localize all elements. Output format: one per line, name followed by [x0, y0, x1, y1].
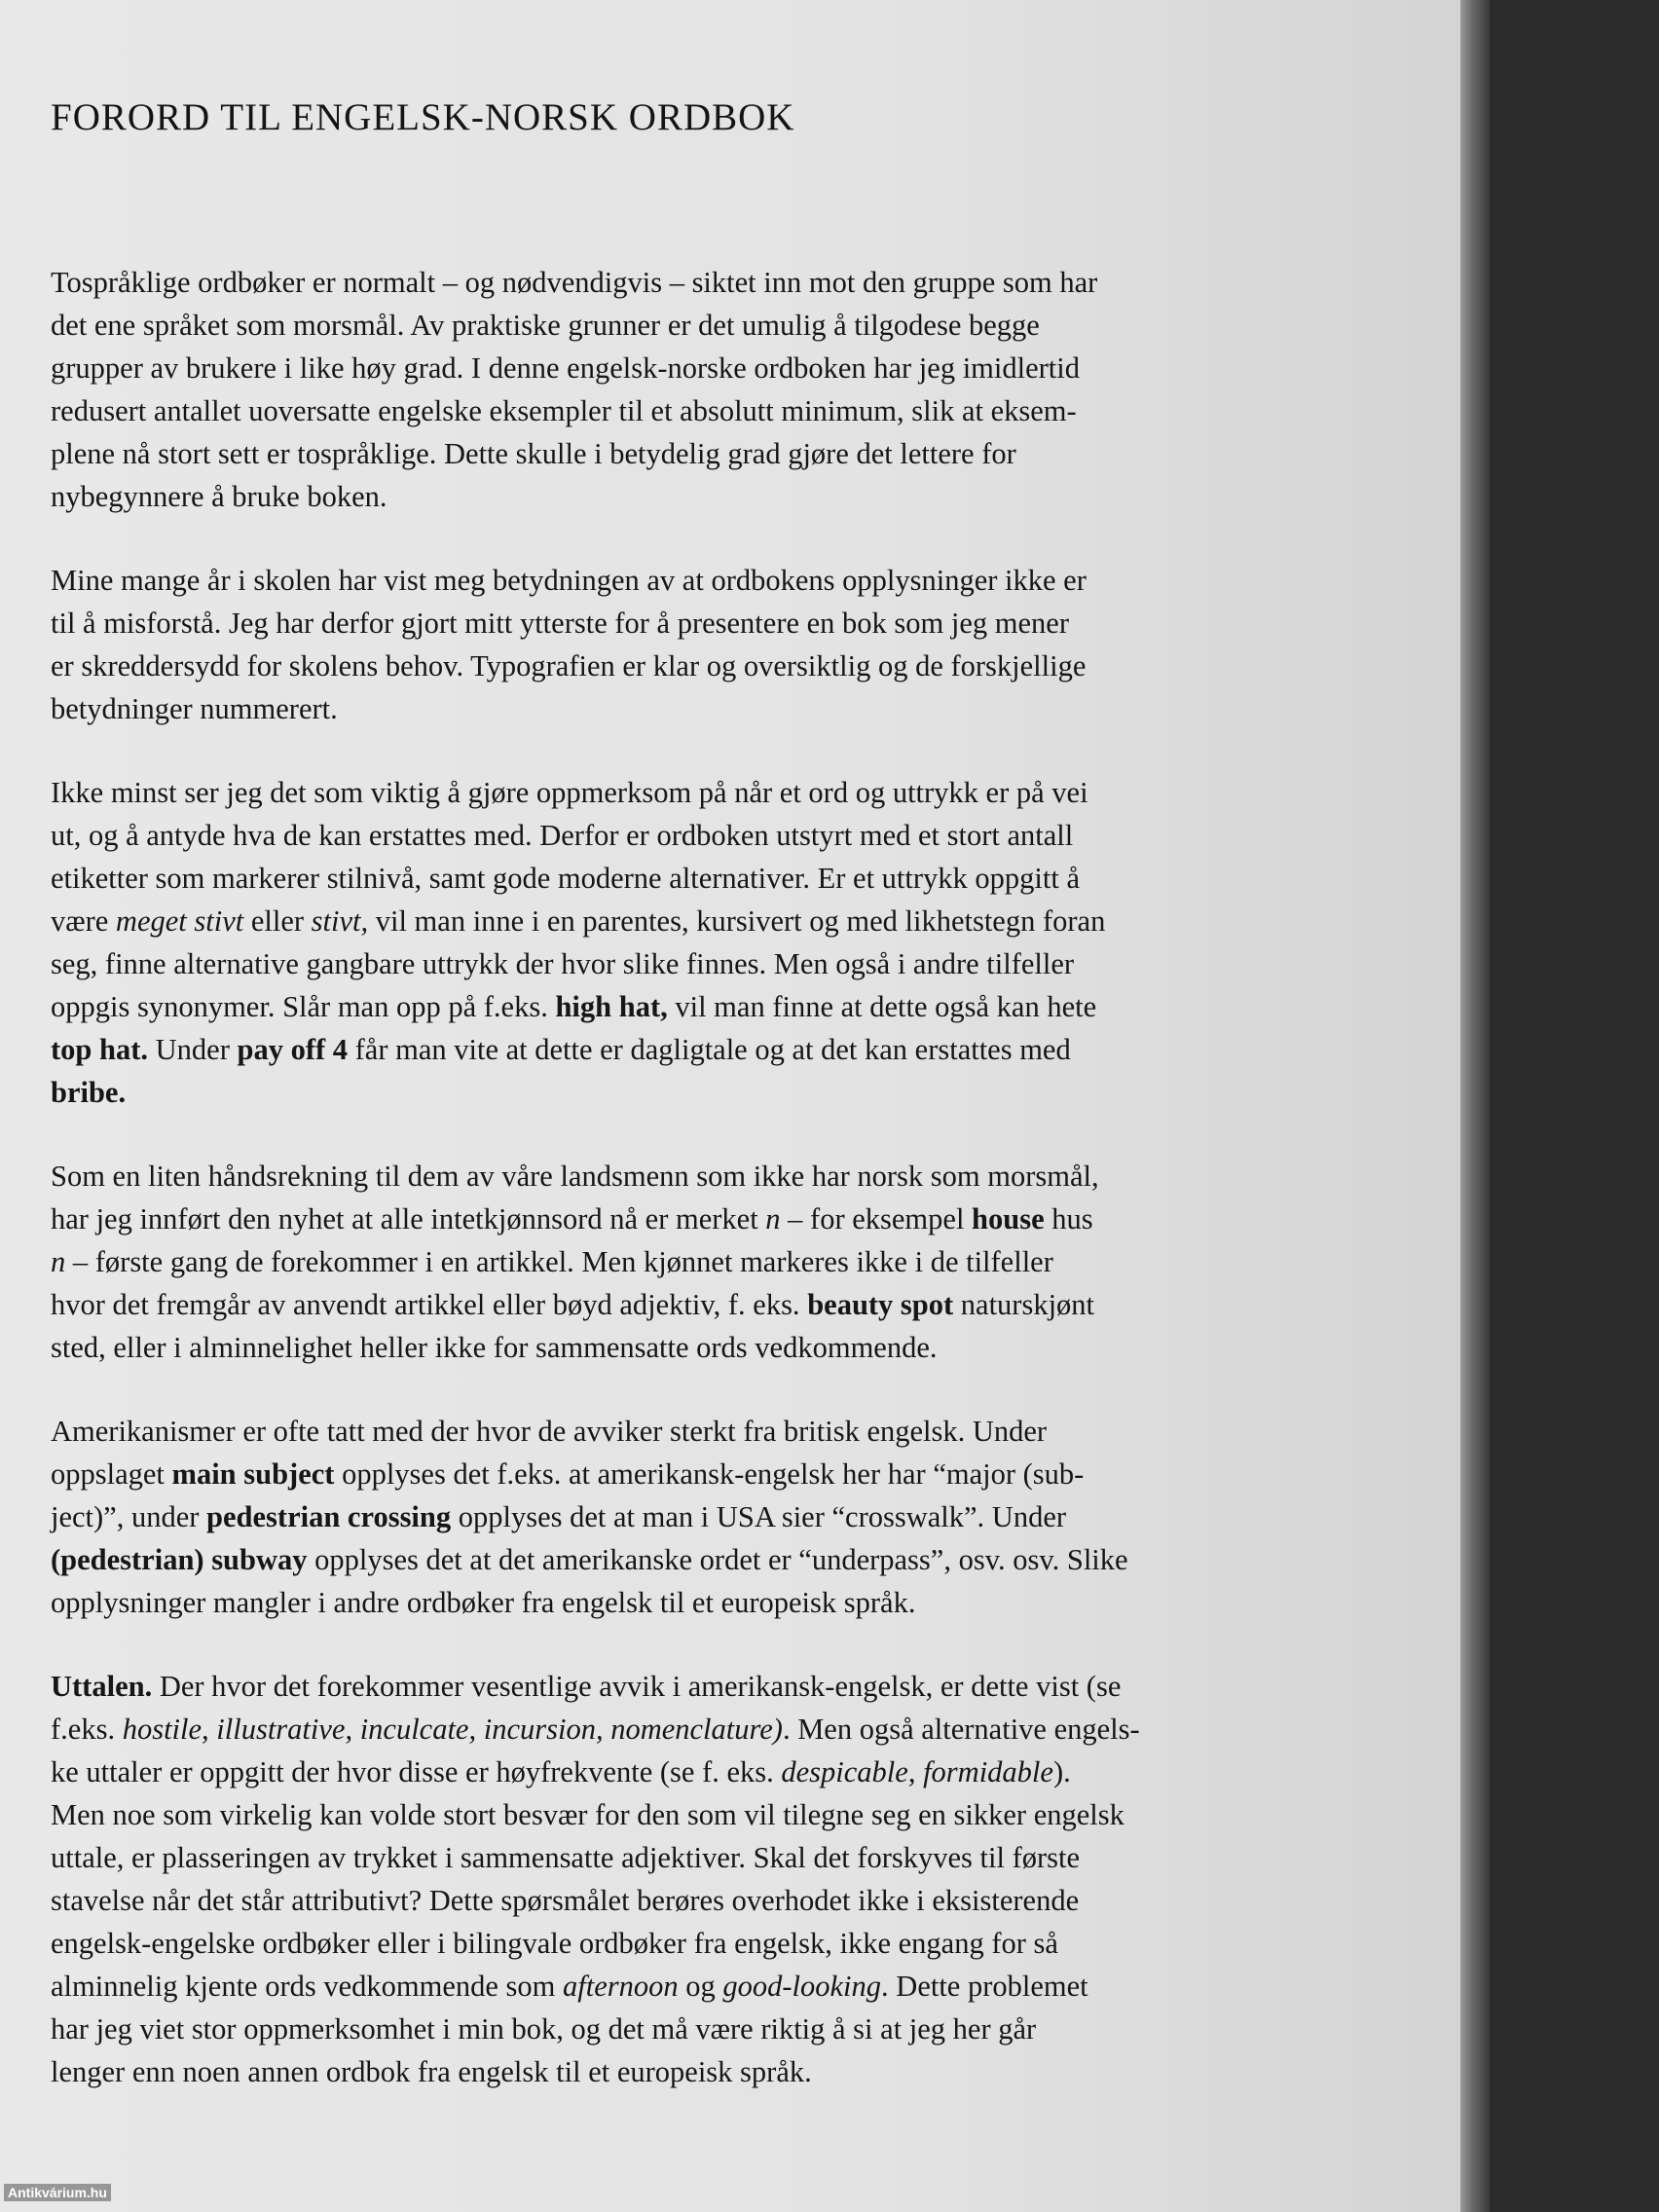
text-segment: grupper av brukere i like høy grad. I denne engelsk-norske ordboken har jeg imidlertid [51, 351, 1080, 385]
text-segment: Under [148, 1033, 238, 1066]
text-line [51, 857, 1320, 900]
text-segment: f.eks. [51, 1713, 123, 1746]
bold-term: top hat. [51, 1033, 148, 1066]
text-line [51, 1751, 1320, 1793]
bold-term: pay off 4 [237, 1033, 349, 1066]
text-segment: alminnelig kjente ords vedkommende som [51, 1970, 564, 2003]
text-line [51, 1495, 1320, 1538]
paragraph [51, 1665, 1320, 2093]
text-segment: ut, og å antyde hva de kan erstattes med. Derfor er ordboken utstyrt med et stort antall [51, 819, 1074, 852]
bold-term: Uttalen. [51, 1670, 153, 1703]
italic-term: afternoon [563, 1970, 679, 2003]
italic-term: n [765, 1202, 781, 1235]
text-line [51, 771, 1320, 814]
paragraph [51, 771, 1320, 1114]
text-line [51, 814, 1320, 857]
text-segment: plene nå stort sett er tospråklige. Dette skulle i betydelig grad gjøre det lettere for [51, 437, 1016, 470]
text-segment: vil man inne i en parentes, kursivert og med likhetstegn foran [368, 904, 1106, 938]
paragraph [51, 1410, 1320, 1624]
text-line [51, 1283, 1320, 1326]
text-line [51, 1922, 1320, 1965]
text-segment: det ene språket som morsmål. Av praktiske grunner er det umulig å tilgodese begge [51, 309, 1040, 342]
text-segment: har jeg viet stor oppmerksomhet i min bok, og det må være riktig å si at jeg her går [51, 2012, 1037, 2046]
italic-term: good-looking [722, 1970, 882, 2003]
text-line [51, 1071, 1320, 1114]
text-line [51, 900, 1320, 942]
text-segment: hus [1044, 1202, 1093, 1235]
text-segment: opplyses det f.eks. at amerikansk-engelsk her har “major (sub- [334, 1457, 1085, 1491]
text-line [51, 985, 1320, 1028]
text-segment: har jeg innført den nyhet at alle intetkjønnsord nå er merket [51, 1202, 766, 1235]
text-segment: ject)”, under [51, 1500, 207, 1533]
text-segment: hvor det fremgår av anvendt artikkel eller bøyd adjektiv, f. eks. [51, 1288, 808, 1321]
text-line [51, 2008, 1320, 2050]
text-line [51, 1836, 1320, 1879]
bold-term: pedestrian crossing [206, 1500, 452, 1533]
text-segment: sted, eller i alminnelighet heller ikke for sammensatte ords vedkommende. [51, 1331, 938, 1364]
preface-body [51, 261, 1320, 2134]
text-line [51, 1581, 1320, 1624]
text-segment: opplysninger mangler i andre ordbøker fra engelsk til et europeisk språk. [51, 1586, 916, 1619]
text-line [51, 347, 1320, 389]
text-segment: stavelse når det står attributivt? Dette spørsmålet berøres overhodet ikke i eksisterende [51, 1884, 1080, 1917]
text-segment: Mine mange år i skolen har vist meg betydningen av at ordbokens opplysninger ikke er [51, 564, 1087, 597]
italic-term: despicable, formidable [781, 1755, 1053, 1788]
text-segment: Amerikanismer er ofte tatt med der hvor de avviker sterkt fra britisk engelsk. Under [51, 1415, 1048, 1448]
text-line [51, 2050, 1320, 2093]
text-segment: Som en liten håndsrekning til dem av våre landsmenn som ikke har norsk som morsmål, [51, 1160, 1099, 1193]
page-heading: FORORD TIL ENGELSK-NORSK ORDBOK [51, 96, 795, 138]
text-line [51, 942, 1320, 985]
italic-term: hostile, illustrative, inculcate, incursion, nomenclature) [122, 1713, 783, 1746]
text-segment: nybegynnere å bruke boken. [51, 480, 387, 513]
text-segment: ke uttaler er oppgitt der hvor disse er høyfrekvente (se f. eks. [51, 1755, 782, 1788]
text-segment: lenger enn noen annen ordbok fra engelsk til et europeisk språk. [51, 2055, 812, 2088]
text-line [51, 1965, 1320, 2008]
text-segment: seg, finne alternative gangbare uttrykk der hvor slike finnes. Men også i andre tilfeller [51, 947, 1075, 980]
text-segment: – første gang de forekommer i en artikkel. Men kjønnet markeres ikke i de tilfeller [65, 1245, 1053, 1278]
text-segment: ). [1052, 1755, 1071, 1788]
bold-term: house [972, 1202, 1045, 1235]
text-segment: og [678, 1970, 723, 2003]
text-segment: eller [243, 904, 312, 938]
text-segment: opplyses det at man i USA sier “crosswalk”. Under [451, 1500, 1067, 1533]
text-line [51, 602, 1320, 645]
text-segment: betydninger nummerert. [51, 692, 338, 725]
text-line [51, 432, 1320, 475]
italic-term: stivt, [311, 904, 369, 938]
text-line [51, 1410, 1320, 1453]
text-line [51, 1879, 1320, 1922]
text-line [51, 304, 1320, 347]
italic-term: n [51, 1245, 66, 1278]
text-segment: . Dette problemet [881, 1970, 1088, 2003]
text-segment: oppgis synonymer. Slår man opp på f.eks. [51, 990, 556, 1023]
text-line [51, 475, 1320, 518]
text-segment: være [51, 904, 116, 938]
text-line [51, 687, 1320, 730]
text-line [51, 1708, 1320, 1751]
paragraph [51, 261, 1320, 518]
text-line [51, 389, 1320, 432]
italic-term: meget stivt [115, 904, 244, 938]
text-line [51, 1198, 1320, 1240]
text-segment: er skreddersydd for skolens behov. Typografien er klar og oversiktlig og de forskjellige [51, 649, 1087, 682]
text-line [51, 1793, 1320, 1836]
text-segment: Men noe som virkelig kan volde stort besvær for den som vil tilegne seg en sikker engelsk [51, 1798, 1124, 1831]
text-segment: til å misforstå. Jeg har derfor gjort mitt ytterste for å presentere en bok som jeg mener [51, 607, 1069, 640]
text-segment: naturskjønt [953, 1288, 1095, 1321]
text-segment: etiketter som markerer stilnivå, samt gode moderne alternativer. Er et uttrykk oppgitt å [51, 862, 1081, 895]
text-line [51, 1665, 1320, 1708]
paragraph [51, 1155, 1320, 1369]
bold-term: bribe. [51, 1076, 127, 1109]
text-line [51, 1028, 1320, 1071]
text-segment: får man vite at dette er dagligtale og at det kan erstattes med [348, 1033, 1071, 1066]
bold-term: high hat, [555, 990, 668, 1023]
text-segment: vil man finne at dette også kan hete [667, 990, 1097, 1023]
page-edge-shadow [1460, 0, 1490, 2212]
text-segment: redusert antallet uoversatte engelske eksempler til et absolutt minimum, slik at eksem- [51, 394, 1077, 427]
text-segment: Tospråklige ordbøker er normalt – og nødvendigvis – siktet inn mot den gruppe som har [51, 266, 1098, 299]
text-segment: engelsk-engelske ordbøker eller i bilingvale ordbøker fra engelsk, ikke engang for så [51, 1927, 1058, 1960]
text-line [51, 1538, 1320, 1581]
text-line [51, 1326, 1320, 1369]
text-segment: Ikke minst ser jeg det som viktig å gjøre oppmerksom på når et ord og uttrykk er på vei [51, 776, 1088, 809]
bold-term: beauty spot [807, 1288, 954, 1321]
text-line [51, 559, 1320, 602]
text-line [51, 1453, 1320, 1495]
watermark-label: Antikvárium.hu [4, 2184, 111, 2201]
text-line [51, 1155, 1320, 1198]
text-segment: opplyses det at det amerikanske ordet er “underpass”, osv. osv. Slike [307, 1543, 1128, 1576]
text-segment: – for eksempel [780, 1202, 973, 1235]
bold-term: main subject [171, 1457, 335, 1491]
text-segment: . Men også alternative engels- [782, 1713, 1140, 1746]
text-line [51, 645, 1320, 687]
text-segment: oppslaget [51, 1457, 172, 1491]
bold-term: (pedestrian) subway [51, 1543, 308, 1576]
text-segment: uttale, er plasseringen av trykket i sammensatte adjektiver. Skal det forskyves til første [51, 1841, 1081, 1874]
text-line [51, 1240, 1320, 1283]
text-line [51, 261, 1320, 304]
text-segment: Der hvor det forekommer vesentlige avvik i amerikansk-engelsk, er dette vist (se [152, 1670, 1122, 1703]
paragraph [51, 559, 1320, 730]
